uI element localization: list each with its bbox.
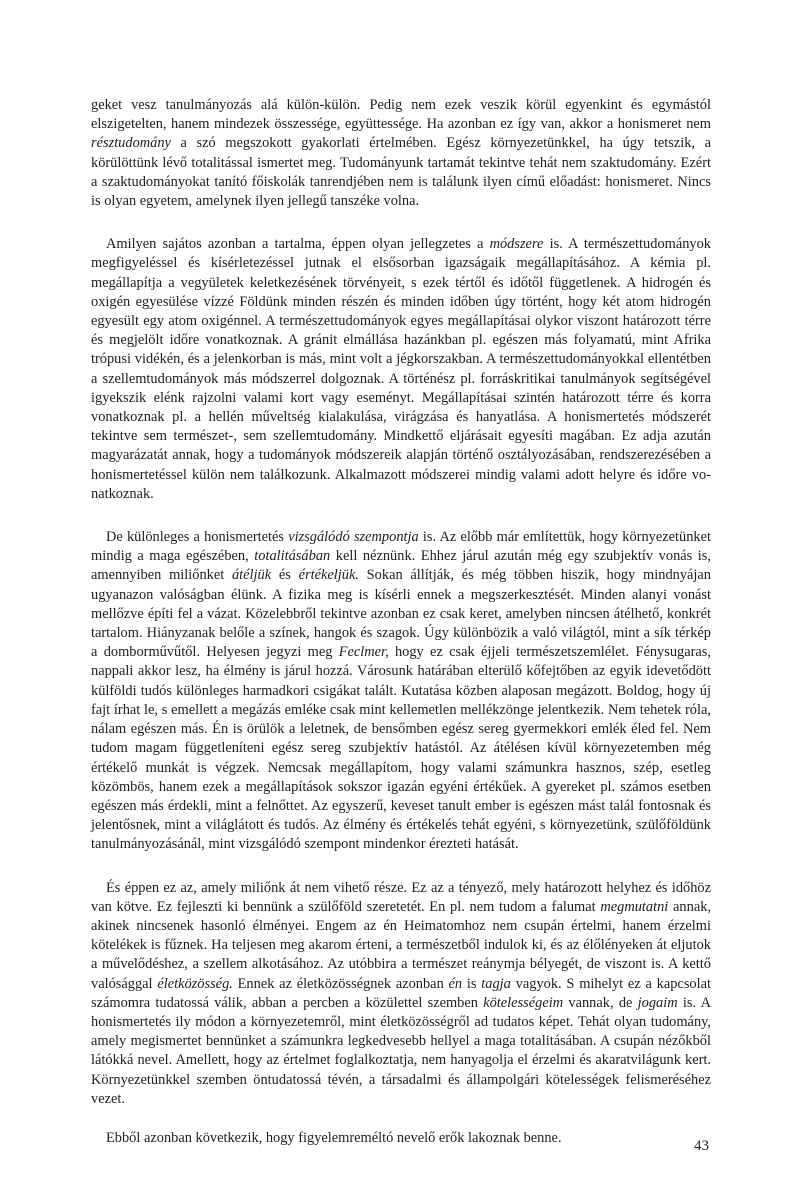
italic-text: Feclmer,: [338, 644, 389, 661]
italic-text: életközösség.: [157, 975, 233, 992]
paragraph-1: [91, 96, 711, 211]
text-run: hogy ez csak éjjeli természetszemlélet. Fénysugaras, nappali akkor lesz, ha élmény is járul hozzá. Városunk határában elterülő kőfejtőben az egyik idevetődött külföldi tudós különleges harmadkori csigákat talált. Kutatása közben alaposan megázott. Boldog, hogy új fajt írhat le, s emellett a megázás emléke csak mint kellemetlen mellékzönge jelentkezik. Nem tehetek róla, nálam egészen más. Én is örülök a leletnek, de bensőmben egész sereg gyermekkori emlék éled fel. Nem tudom magam függetleníteni egész sereg szubjektív hatástól. Az átélésen kívül környezetemben még értékelő munkát is végzek. Nemcsak megállapítom, hogy valami számunkra hasznos, szép, esetleg közömbös, hanem ezek a megállapítások sokszor igazán egyéni értékűek. A gyereket pl. számos esetben egészen más érdekli, mint a felnőttet. Az egyszerű, keveset tanult ember is egészen mást talál fontosnak és jelentősnek, mint a világlátott és tudós. Az élmény és értékelés tehát egyéni, s környezetünk, szülőföldünk tanulmányozásánál, mint vizsgálódó szempont mindenkor érezteti hatását.: [91, 644, 711, 853]
text-run: is. A természettudományok megfigyeléssel és kísérletezéssel jutnak el elsősorban igazságaik megállapításához. A kémia pl. megállapítja a vegyületek keletkezésének törvényeit, s ezek tértől és időtől függetlenek. A hidrogén és oxigén egyesülése vízzé Földünk minden részén és minden időben úgy történt, hogy két atom hidrogén egyesült egy atom oxigénnel. A természettudományok egyes megállapításai olykor viszont határozott térre és megjelölt időre vonatkoznak. A gránit elmállása hazánkban pl. egészen más folyamatú, mint Afrika trópusi vidékén, és a jelenkorban is más, mint volt a jégkorszakban. A természettudományokkal ellentétben a szellemtudományok más módszerrel dolgoznak. A történész pl. forráskritikai tanulmányok segítségével igyekszik elénk rajzolni valami kort vagy eseményt. Megállapításai szintén határozott térre és korra vonatkoznak pl. a hellén műveltség kialakulása, virágzása és hanyatlása. A honismertetés módszerét tekintve sem természet-, sem szellemtudomány. Mindkettő eljárásait egyesíti magában. Ez adja azután magyarázatát annak, hogy a tudományok módszereik alapján történő osztályozásában, rendszerezésében a honismertetéssel külön nem találkozunk. Alkalmazott módszerei mindig valami adott helyre és időre vonatkoznak.: [91, 236, 711, 502]
text-run: és: [271, 567, 299, 584]
text-run: kell néznünk. Ehhez járul azután még egy szubjektív vonás is, amennyiben miliőnket: [91, 548, 711, 584]
italic-text: kötelességeim: [483, 994, 564, 1011]
italic-text: megmutatni: [600, 898, 669, 915]
text-run: De különleges a honismertetés: [106, 529, 289, 546]
italic-text: én: [448, 975, 463, 992]
text-run: vagyok. S mihelyt ez a kapcsolat számomra tudatossá válik, abban a percben a közülettel szemben: [91, 975, 711, 1011]
text-run: is. A honismertetés ily módon a környezetemről, mint életközösségről ad tudatos képet. Tehát olyan tudomány, amely megismertet bennünket a számunkra legkedvesebb hellyel a maga totalitásában. A csupán nézőkből látókká nevel. Amellett, hogy az értelmet foglalkoztatja, nem hanyagolja el érzelmi és akaratvilágunk kert. Környezetünkkel szemben öntudatossá tévén, a társadalmi és állampolgári kötelességek felismeréséhez vezet.: [91, 994, 711, 1107]
paragraph-3: [91, 528, 711, 854]
paragraph-2: [91, 235, 711, 504]
italic-text: tagja: [481, 975, 511, 992]
text-run: Ennek az életközösségnek azonban: [232, 975, 449, 992]
italic-text: értékeljük.: [298, 567, 359, 584]
italic-text: átéljük: [231, 567, 272, 584]
text-run: vannak, de: [563, 994, 638, 1011]
text-run: És éppen ez az, amely miliőnk át nem vihető része. Ez az a tényező, mely határozott helyhez és időhöz van kötve. Ez fejleszti ki bennünk a szülőföld szeretetét. En pl. nem tudom a falumat: [91, 879, 711, 915]
text-run: a szó megszokott gyakorlati értelmében. Egész környezetünkkel, ha úgy tetszik, a körülöttünk lévő totalitással ismertet meg. Tudományunk tartamát tekintve tehát nem szaktudomány. Ezért a szaktudományokat tanító főiskolák tanrendjében nem is találunk ilyen című előadást: honismeret. Nincs is olyan egyetem, amelynek ilyen jellegű tanszéke volna.: [91, 135, 711, 210]
paragraph-5: [91, 1129, 711, 1148]
paragraph-4: [91, 879, 711, 1109]
text-run: is: [462, 975, 482, 992]
italic-text: totalitásában: [254, 548, 331, 565]
text-run: Sokan állítják, és még többen hiszik, hogy mindnyájan ugyanazon valóságban élünk. A fizika meg is kísérli ennek a megszerkesztését. Minden alanyi vonást mellőzve építi fel a vázat. Közelebbről tekintve azonban ez csak keret, amelyben nincsen átélhető, konkrét tartalom. Hiányzanak belőle a színek, hangok és szagok. Úgy különbözik a való világtól, mint a sík térkép a domborművűtől. Helyesen jegyzi meg: [91, 567, 711, 661]
page-number: 43: [694, 1138, 709, 1154]
text-run: geket vesz tanulmányozás alá külön-külön. Pedig nem ezek veszik körül egyenkint és egymástól elszigetelten, hanem mindezek összessége, együttessége. Ha azonban ez így van, akkor a honismeret nem: [91, 97, 711, 133]
text-run: annak, akinek nincsenek hasonló élményei. Engem az én Heimatomhoz nem csupán értelmi, hanem érzelmi kötelékek is fűznek. Ha teljesen meg akarom érteni, a természetből indulok ki, és az élőlényeken át eljutok a művelődéshez, a szellem alkotásához. Az utóbbira a természet reánymja bélyegét, de viszont is. A kettő valósággal: [91, 898, 712, 992]
italic-text: résztudomány: [91, 135, 171, 152]
text-run: Amilyen sajátos azonban a tartalma, éppen olyan jellegzetes a: [106, 236, 490, 253]
text-run: Ebből azonban következik, hogy figyelemreméltó nevelő erők lakoznak benne.: [106, 1129, 562, 1146]
text-run: is. Az előbb már említettük, hogy környezetünket mindig a maga egészében,: [91, 529, 711, 565]
italic-text: jogaim: [637, 994, 678, 1011]
body-text: [91, 96, 711, 1172]
italic-text: vizsgálódó szempontja: [288, 529, 419, 546]
italic-text: módszere: [489, 236, 544, 253]
